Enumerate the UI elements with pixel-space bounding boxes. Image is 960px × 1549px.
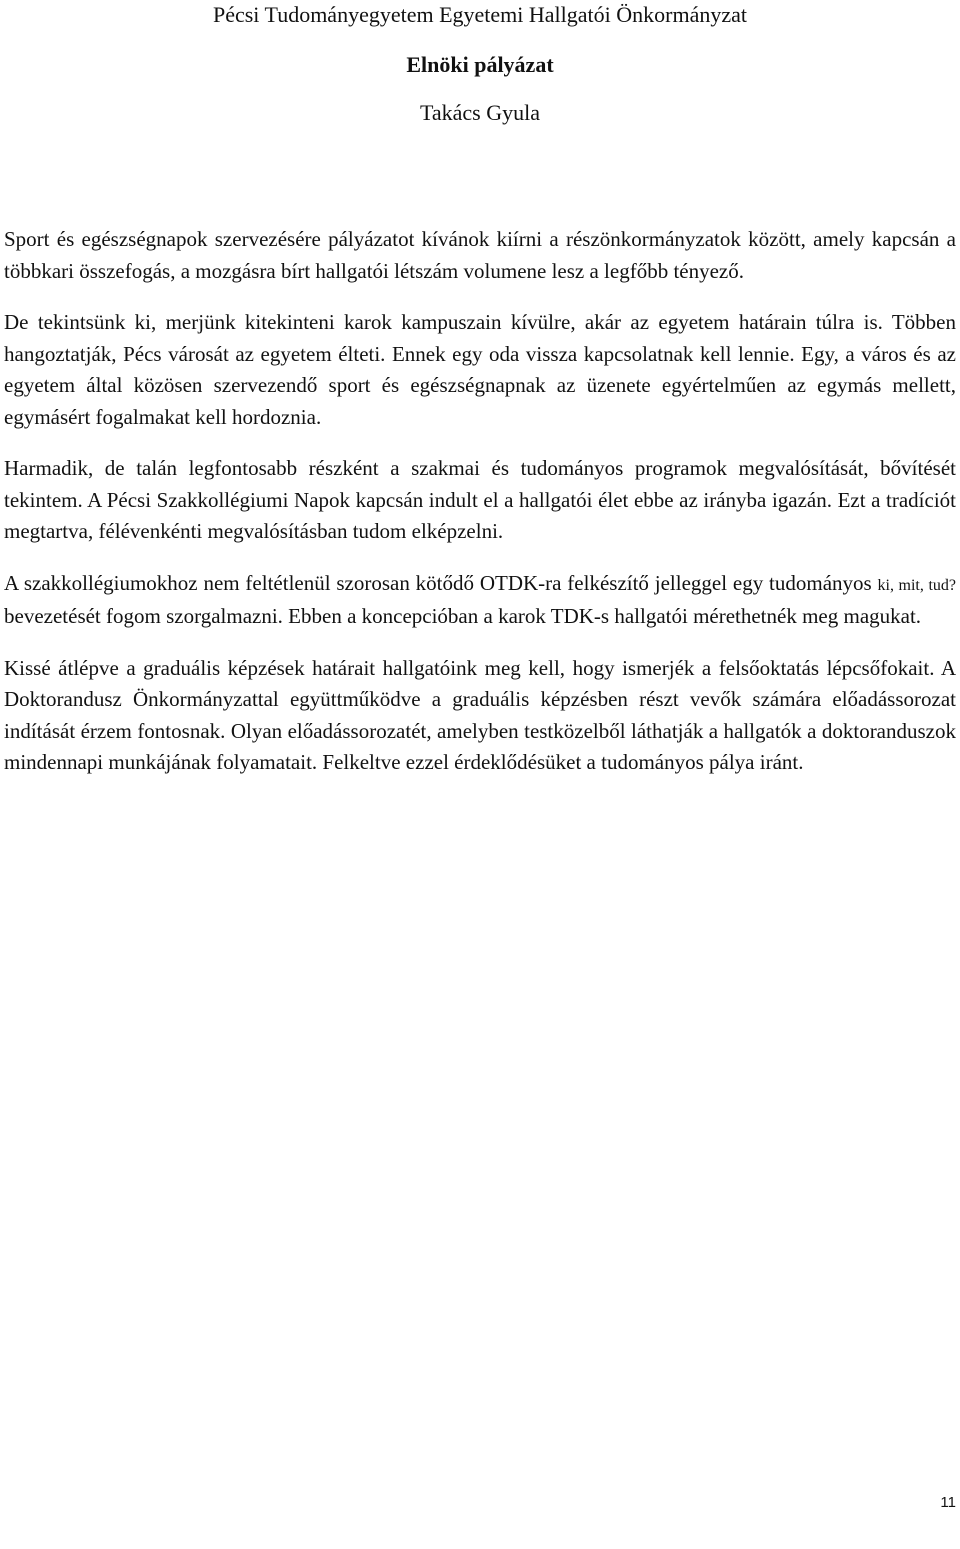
paragraph-city-university: De tekintsünk ki, merjünk kitekinteni karok kampuszain kívülre, akár az egyetem határain túlra is. Többen hangoztatják, Pécs városát az egyetem élteti. Ennek egy oda vissza kapcsolatnak kell lennie. Egy, a város és az egyetem által közösen szervezendő sport és egészségnapnak az üzenete egyértelműen az egymás mellett, egymásért fogalmakat kell hordoznia. xyxy=(4,310,956,429)
paragraph-otdk xyxy=(4,568,956,633)
paragraph-sport-days: Sport és egészségnapok szervezésére pályázatot kívánok kiírni a részönkormányzatok között, amely kapcsán a többkari összefogás, a mozgásra bírt hallgatói létszám volumene lesz a legfőbb tényező. xyxy=(4,227,956,283)
document-title: Elnöki pályázat xyxy=(406,52,554,77)
ki-mit-tud-label: ki, mit, tud? xyxy=(877,576,956,594)
paragraph-scientific-programs: Harmadik, de talán legfontosabb részként a szakmai és tudományos programok megvalósítását, bővítését tekintem. A Pécsi Szakkollégiumi Napok kapcsán indult el a hallgatói élet ebbe az irányba igazán. Ezt a tradíciót megtartva, félévenkénti megvalósításban tudom elképzelni. xyxy=(4,456,956,543)
document-body xyxy=(4,224,956,799)
paragraph-otdk-part-1: A szakkollégiumokhoz nem feltétlenül szorosan kötődő OTDK-ra felkészítő jelleggel egy tudományos xyxy=(4,570,878,595)
paragraph-doctoral-lectures: Kissé átlépve a graduális képzések határait hallgatóink meg kell, hogy ismerjék a felsőoktatás lépcsőfokait. A Doktorandusz Önkormányzattal együttműködve a graduális képzésben részt vevők számára előadássorozat indítását érzem fontosnak. Olyan előadássorozatét, amelyben testközelből láthatják a hallgatók a doktoranduszok mindennapi munkájának folyamatait. Felkeltve ezzel érdeklődésüket a tudományos pálya iránt. xyxy=(4,655,956,774)
author-name: Takács Gyula xyxy=(419,100,541,125)
paragraph-otdk-part-2: bevezetését fogom szorgalmazni. Ebben a koncepcióban a karok TDK-s hallgatói mérethetnék meg magukat. xyxy=(4,604,922,628)
organization-name: Pécsi Tudományegyetem Egyetemi Hallgatói Önkormányzat xyxy=(212,2,747,27)
page-number: 11 xyxy=(940,1494,956,1511)
